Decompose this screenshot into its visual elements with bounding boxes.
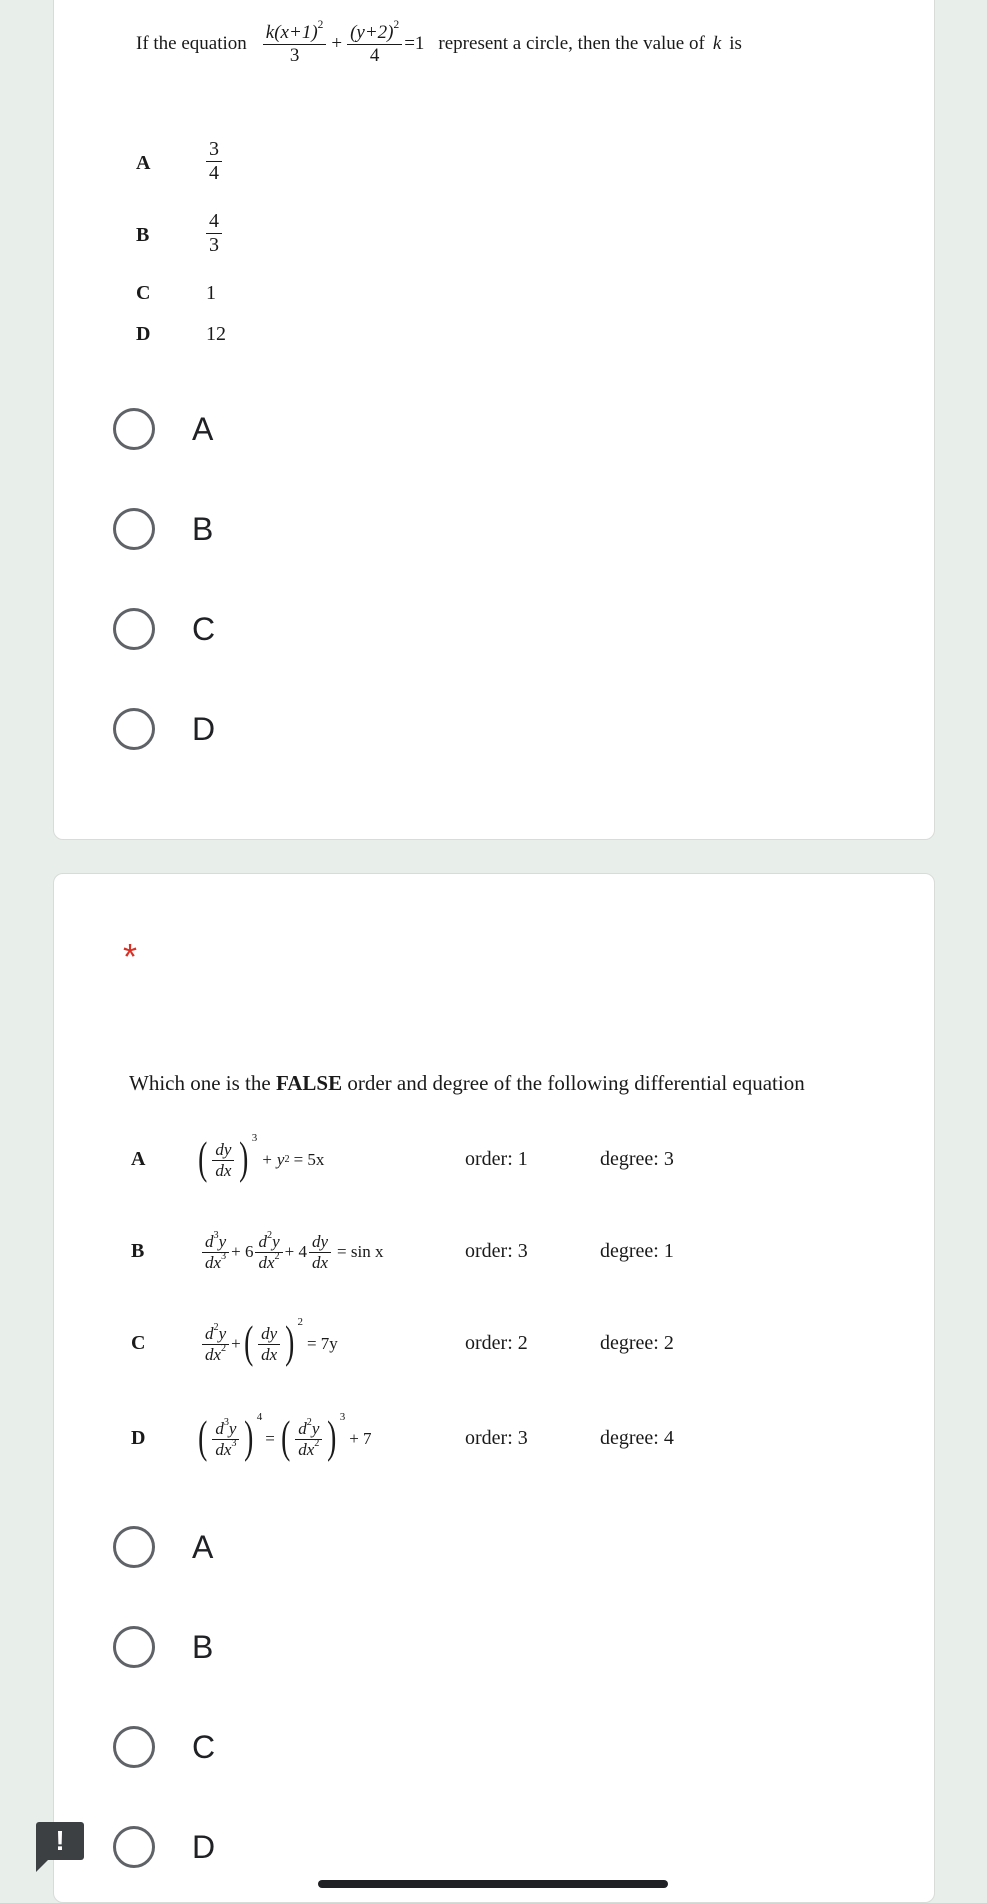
q2-option-letter-b: B (131, 1240, 145, 1262)
q2-equation-c: $\frac{d^2y}{dx^2}$ + ( $\frac{dy}{dx}$ ) 2 = 7y (200, 1314, 338, 1374)
radio-circle-icon[interactable] (113, 408, 155, 450)
q2-radio-option-a[interactable]: A (113, 1521, 213, 1573)
radio-circle-icon[interactable] (113, 1626, 155, 1668)
q2-degree-b: degree: 1 (600, 1240, 674, 1262)
q1-fraction-1: $\frac{k(x+1)^2}{3}$ (263, 22, 327, 67)
q1-radio-option-c[interactable]: C (113, 603, 215, 655)
q2-option-letter-d: D (131, 1427, 146, 1449)
q2-order-b: order: 3 (465, 1240, 528, 1262)
q2-radio-option-c[interactable]: C (113, 1721, 215, 1773)
q2-equation-a: ( $\frac{dy}{dx}$ ) 3 + y 2 = 5x (198, 1132, 325, 1183)
q2-degree-a: degree: 3 (600, 1148, 674, 1170)
q1-option-c-value: 1 (206, 282, 216, 304)
home-indicator-bar (318, 1880, 668, 1888)
q1-radio-option-d[interactable]: D (113, 703, 215, 755)
radio-circle-icon[interactable] (113, 608, 155, 650)
q2-equation-d: ( $\frac{d^3y}{dx^3}$ ) 4 = ( $\frac{d^2y}{dx^2}$ ) 3 + 7 (198, 1411, 372, 1462)
q2-radio-option-d[interactable]: D (113, 1821, 215, 1873)
q1-option-a-fraction: 3 4 (206, 138, 222, 185)
q1-radio-option-a[interactable]: A (113, 403, 213, 455)
q2-degree-c: degree: 2 (600, 1332, 674, 1354)
radio-circle-icon[interactable] (113, 708, 155, 750)
q1-option-letter-d: D (136, 323, 151, 345)
q2-degree-d: degree: 4 (600, 1427, 674, 1449)
q1-option-letter-b: B (136, 224, 150, 246)
radio-circle-icon[interactable] (113, 508, 155, 550)
q1-fraction-2: $\frac{(y+2)^2}{4}$ (347, 22, 402, 67)
q1-option-letter-c: C (136, 282, 151, 304)
q2-order-d: order: 3 (465, 1427, 528, 1449)
q1-option-letter-a: A (136, 152, 151, 174)
q2-option-letter-c: C (131, 1332, 146, 1354)
q2-option-letter-a: A (131, 1148, 146, 1170)
q1-prefix: If the equation (136, 33, 247, 55)
feedback-alert-icon[interactable]: ! (36, 1822, 84, 1860)
radio-circle-icon[interactable] (113, 1826, 155, 1868)
q1-radio-option-b[interactable]: B (113, 503, 213, 555)
radio-circle-icon[interactable] (113, 1526, 155, 1568)
q1-option-d-value: 12 (206, 323, 226, 345)
q2-equation-b: $\frac{d^3y}{dx^3}$ + 6 $\frac{d^2y}{dx^2}$ + 4 $\frac{dy}{dx}$ = sin x (200, 1222, 383, 1282)
question-1-text: If the equation $\frac{k(x+1)^2}{3}$ + $\frac{(y+2)^2}{4}$ =1 represent a circle, then the value of k is (136, 18, 742, 66)
q2-radio-option-b[interactable]: B (113, 1621, 213, 1673)
q2-order-c: order: 2 (465, 1332, 528, 1354)
q1-option-b-fraction: 4 3 (206, 210, 222, 257)
required-asterisk: * (123, 936, 138, 977)
q1-suffix: represent a circle, then the value of (438, 33, 705, 55)
q2-order-a: order: 1 (465, 1148, 528, 1170)
radio-circle-icon[interactable] (113, 1726, 155, 1768)
question-2-text: Which one is the FALSE order and degree of the following differential equation (129, 1071, 805, 1095)
